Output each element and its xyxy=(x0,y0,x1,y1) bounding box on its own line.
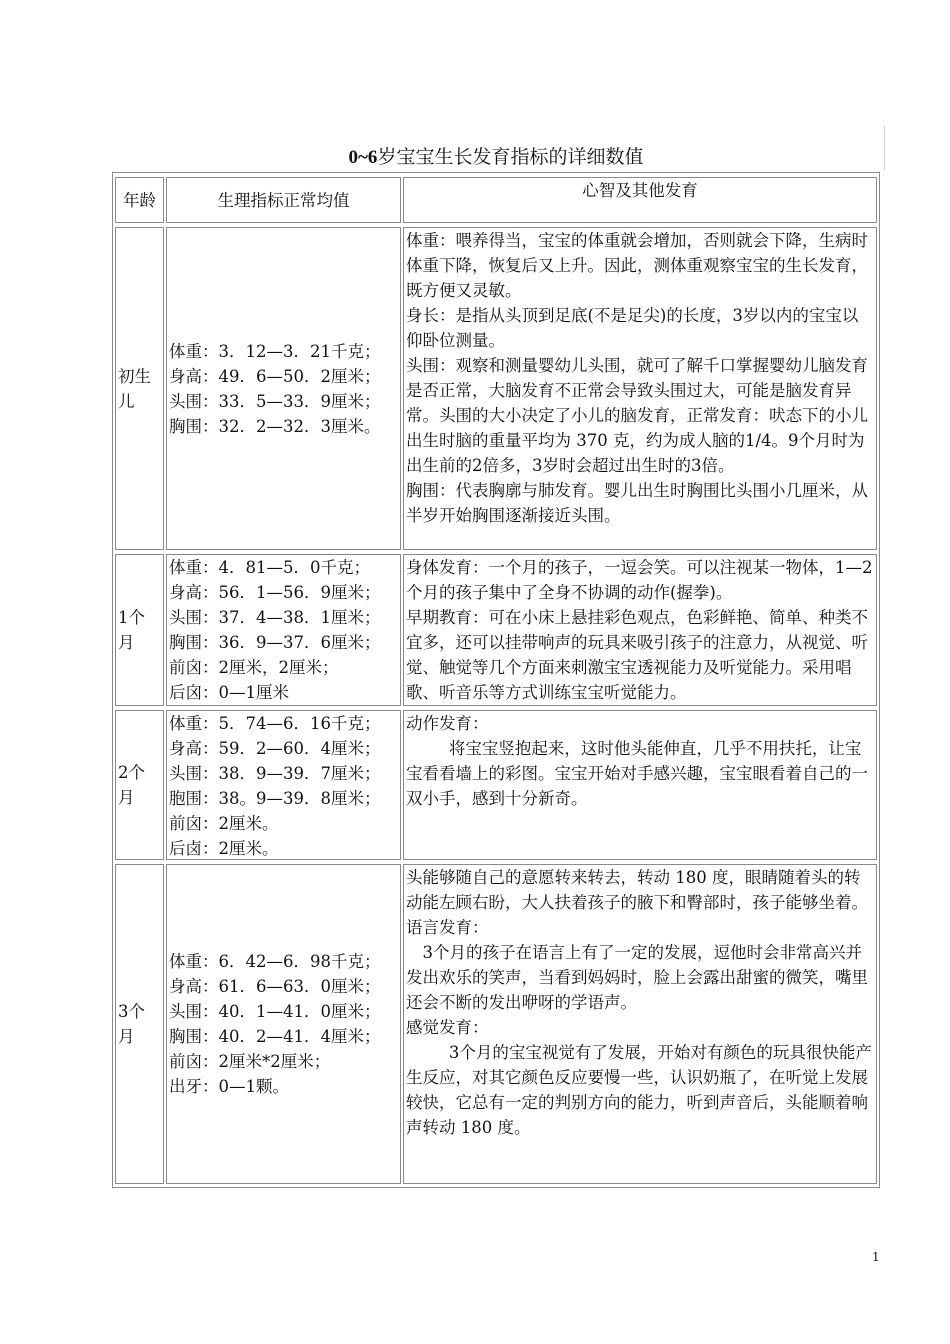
age-newborn: 初生儿 xyxy=(115,227,164,550)
age-1-month: 1个月 xyxy=(115,554,164,706)
physio-newborn xyxy=(166,227,401,550)
mental-paragraph: 语言发育： xyxy=(406,918,489,937)
mental-paragraph: 3个月的宝宝视觉有了发展，开始对有颜色的玩具很快能产生反应，对其它颜色反应要慢一些，认识奶瓶了，在听觉上发展较快，它总有一定的判别方向的能力，听到声音后，头能顺着响声转动 180 度。 xyxy=(406,1043,872,1137)
mental-paragraph: 身长：是指从头顶到足底(不是足尖)的长度，3岁以内的宝宝以仰卧位测量。 xyxy=(406,306,859,350)
mental-paragraph: 早期教育：可在小床上悬挂彩色观点，色彩鲜艳、简单、种类不宜多，还可以挂带响声的玩具来吸引孩子的注意力，从视觉、听觉、触觉等几个方面来刺激宝宝透视能力及听觉能力。采用唱歌、听音乐等方式训练宝宝听觉能力。 xyxy=(406,608,868,702)
mental-paragraph: 胸围：代表胸廓与肺发育。婴儿出生时胸围比头围小几厘米，从半岁开始胸围逐渐接近头围。 xyxy=(406,481,868,525)
title-number: 0~6 xyxy=(348,147,378,168)
physio-line: 后囟：0—1厘米 xyxy=(169,683,289,702)
physio-2-months xyxy=(166,710,401,860)
mental-3-months xyxy=(403,864,877,1184)
header-physio: 生理指标正常均值 xyxy=(166,177,401,223)
header-mental: 心智及其他发育 xyxy=(403,177,877,223)
mental-paragraph: 3个月的孩子在语言上有了一定的发展，逗他时会非常高兴并发出欢乐的笑声，当看到妈妈时，脸上会露出甜蜜的微笑，嘴里还会不断的发出咿呀的学语声。 xyxy=(406,943,868,1012)
physio-line: 身高：61．6—63．0厘米； xyxy=(169,977,381,996)
physio-line: 体重：6．42—6．98千克； xyxy=(169,952,381,971)
physio-line: 头围：33．5—33．9厘米； xyxy=(169,391,381,411)
physio-line: 体重：5．74—6．16千克； xyxy=(169,714,381,733)
physio-line: 身高：59．2—60．4厘米； xyxy=(169,739,381,758)
page-title xyxy=(112,144,880,170)
physio-line: 胸围：32．2—32．3厘米。 xyxy=(169,416,381,436)
physio-line: 前囟：2厘米。 xyxy=(169,814,279,833)
mental-newborn xyxy=(403,227,877,550)
physio-line: 前囟：2厘米，2厘米； xyxy=(169,658,339,677)
physio-line: 胞围：38。9—39．8厘米； xyxy=(169,789,381,808)
physio-line: 胸围：40．2—41．4厘米； xyxy=(169,1027,381,1046)
physio-line: 体重：4．81—5．0千克； xyxy=(169,558,370,577)
growth-table xyxy=(112,172,880,1188)
age-2-months: 2个月 xyxy=(115,710,164,860)
age-3-months: 3个月 xyxy=(115,864,164,1184)
mental-paragraph: 动作发育： xyxy=(406,714,489,733)
physio-line: 身高：56．1—56．9厘米； xyxy=(169,583,381,602)
physio-line: 前囟：2厘米*2厘米； xyxy=(169,1052,331,1071)
physio-line: 头围：37．4—38．1厘米； xyxy=(169,608,381,627)
mental-paragraph: 体重：喂养得当，宝宝的体重就会增加，否则就会下降，生病时体重下降，恢复后又上升。因此，测体重观察宝宝的生长发育，既方便又灵敏。 xyxy=(406,231,868,300)
mental-paragraph: 头围：观察和测量婴幼儿头围，就可了解千口掌握婴幼儿脑发育是否正常，大脑发育不正常会导致头围过大，可能是脑发育异常。头围的大小决定了小儿的脑发育，正常发育：吠态下的小儿出生时脑的重量平均为 370 克，约为成人脑的1/4。9个月时为出生前的2倍多，3岁时会超过出生时的3倍。 xyxy=(406,356,868,475)
mental-paragraph: 身体发育：一个月的孩子，一逗会笑。可以注视某一物体，1—2个月的孩子集中了全身不协调的动作(握拳)。 xyxy=(406,558,873,602)
physio-line: 身高：49．6—50．2厘米； xyxy=(169,366,381,386)
header-age: 年龄 xyxy=(115,177,164,223)
physio-3-months xyxy=(166,864,401,1184)
physio-line: 体重：3．12—3．21千克； xyxy=(169,341,381,361)
mental-paragraph: 头能够随自己的意愿转来转去，转动 180 度，眼睛随着头的转动能左顾右盼，大人扶着孩子的腋下和臀部时，孩子能够坐着。 xyxy=(406,868,868,912)
physio-line: 出牙：0—1颗。 xyxy=(169,1077,289,1096)
mental-1-month xyxy=(403,554,877,706)
mental-paragraph: 感觉发育： xyxy=(406,1018,489,1037)
mental-2-months xyxy=(403,710,877,860)
physio-line: 胸围：36．9—37．6厘米； xyxy=(169,633,381,652)
mental-paragraph: 将宝宝竖抱起来，这时他头能伸直，几乎不用扶托，让宝宝看看墙上的彩图。宝宝开始对手感兴趣，宝宝眼看着自己的一双小手，感到十分新奇。 xyxy=(406,739,868,808)
page-number: 1 xyxy=(872,1250,880,1264)
physio-1-month xyxy=(166,554,401,706)
page-edge-mark xyxy=(884,126,885,170)
title-text: 岁宝宝生长发育指标的详细数值 xyxy=(377,146,644,168)
physio-line: 头围：40．1—41．0厘米； xyxy=(169,1002,381,1021)
physio-line: 头围：38．9—39．7厘米； xyxy=(169,764,381,783)
physio-line: 后卤：2厘米。 xyxy=(169,839,279,858)
